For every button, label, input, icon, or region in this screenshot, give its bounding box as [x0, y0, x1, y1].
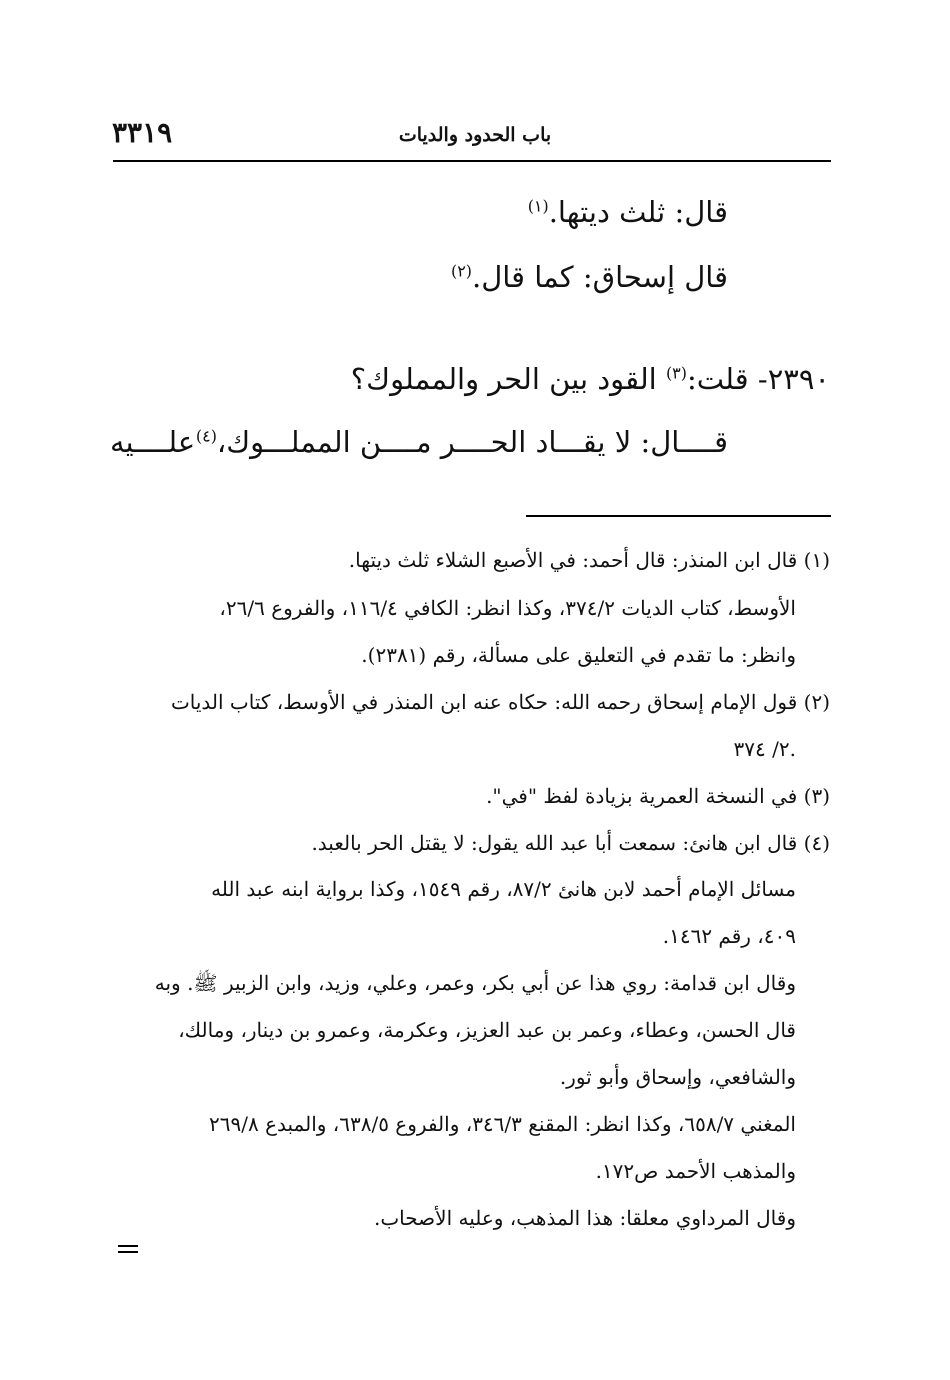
footnote-ref-4: (٤) [195, 426, 217, 446]
main-line-2-text: قال إسحاق: كما قال. [471, 260, 728, 294]
footnote-4-line-9: وقال المرداوي معلقا: هذا المذهب، وعليه الأصحاب. [373, 1206, 796, 1230]
footnote-4-line-5: قال الحسن، وعطاء، وعمر بن عبد العزيز، وعكرمة، وعمرو بن دينار، ومالك، [178, 1018, 796, 1042]
footnote-4-line-6: والشافعي، وإسحاق وأبو ثور. [559, 1065, 796, 1089]
footnote-4-line-2: مسائل الإمام أحمد لابن هانئ ٨٧/٢، رقم ١٥٤٩، وكذا برواية ابنه عبد الله [211, 877, 796, 901]
footnote-1-line-3: وانظر: ما تقدم في التعليق على مسألة، رقم (٢٣٨١). [361, 643, 796, 667]
question-2390 [351, 362, 830, 396]
footnote-4-line-7: المغني ٦٥٨/٧، وكذا انظر: المقنع ٣٤٦/٣، والفروع ٦٣٨/٥، والمبدع ٢٦٩/٨ [209, 1112, 796, 1136]
answer-pre: قــــال: لا يقـــاد الحــــر مــــن المملـــوك، [216, 425, 728, 459]
footnote-ref-3: (٣) [665, 363, 687, 383]
question-number: ٢٣٩٠- [757, 362, 830, 396]
footnote-1-line-2: الأوسط، كتاب الديات ٣٧٤/٢، وكذا انظر: الكافي ١١٦/٤، والفروع ٢٦/٦، [219, 596, 796, 620]
footnote-2-line-1: (٢) قول الإمام إسحاق رحمه الله: حكاه عنه ابن المنذر في الأوسط، كتاب الديات [170, 690, 830, 714]
footnote-4-line-4: وقال ابن قدامة: روي هذا عن أبي بكر، وعمر، وعلي، وزيد، وابن الزبير ﷺ. وبه [154, 971, 796, 995]
question-pre: قلت: [686, 362, 749, 396]
footnote-2-line-2: ٢/ ٣٧٤. [733, 737, 796, 761]
footnote-1-line-1: (١) قال ابن المنذر: قال أحمد: في الأصبع الشلاء ثلث ديتها. [348, 548, 830, 572]
question-text: القود بين الحر والمملوك؟ [350, 362, 657, 396]
running-header: باب الحدود والديات [398, 124, 552, 146]
continuation-mark [118, 1245, 138, 1257]
footnote-4-line-1: (٤) قال ابن هانئ: سمعت أبا عبد الله يقول: لا يقتل الحر بالعبد. [311, 831, 830, 855]
main-line-2 [451, 260, 728, 294]
page-number: ٣٣١٩ [112, 116, 173, 149]
footnote-ref-2: (٢) [450, 261, 472, 281]
answer-line [110, 425, 728, 459]
footnote-4-line-8: والمذهب الأحمد ص١٧٢. [595, 1159, 796, 1183]
answer-post: علــــيه [110, 425, 196, 459]
footnote-separator [526, 515, 831, 517]
main-line-1 [528, 195, 728, 229]
footnote-3-line-1: (٣) في النسخة العمرية بزيادة لفظ "في". [486, 784, 830, 808]
header-rule [113, 160, 831, 162]
footnote-4-line-3: ٤٠٩، رقم ١٤٦٢. [662, 924, 796, 948]
main-line-1-text: قال: ثلث ديتها. [548, 195, 728, 229]
footnote-ref-1: (١) [527, 196, 549, 216]
